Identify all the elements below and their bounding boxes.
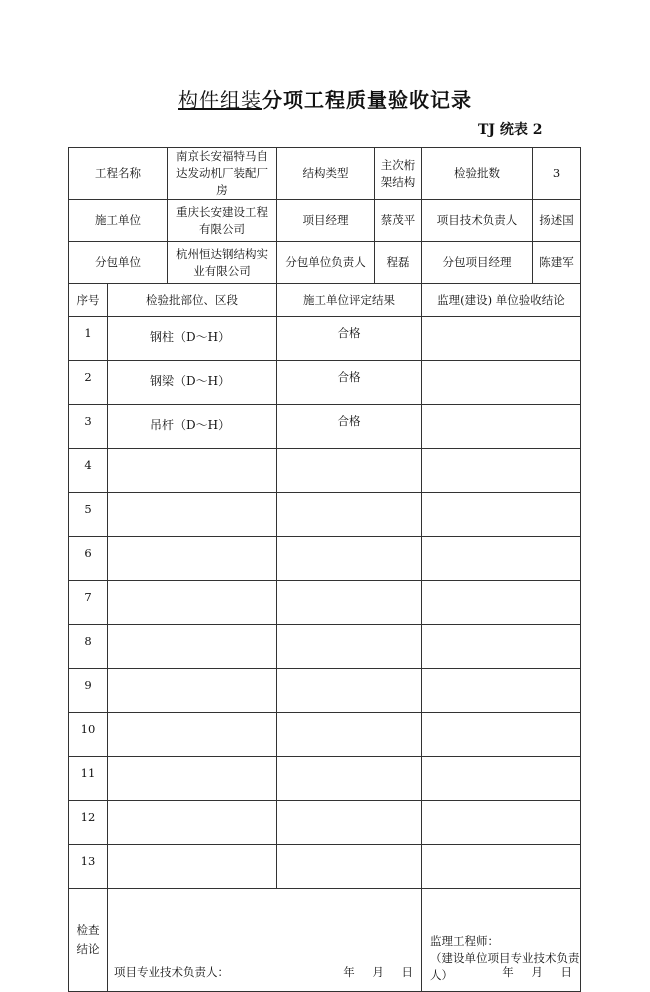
row-result: 合格 — [277, 361, 422, 405]
info-row-project — [69, 148, 581, 200]
subcontractor-value: 杭州恒达钢结构实业有限公司 — [168, 242, 277, 284]
project-manager-label: 项目经理 — [277, 200, 375, 242]
row-number: 2 — [69, 361, 108, 405]
row-part — [108, 537, 277, 581]
row-result — [277, 845, 422, 889]
project-name-label: 工程名称 — [69, 148, 168, 200]
tech-lead-label: 项目技术负责人 — [422, 200, 533, 242]
contractor-signoff-cell — [108, 889, 422, 992]
row-part: 吊杆（D～H） — [108, 405, 277, 449]
row-result: 合格 — [277, 405, 422, 449]
table-row — [69, 449, 581, 493]
title-subject: 构件组装 — [178, 88, 262, 112]
row-result — [277, 449, 422, 493]
row-supervisor-conclusion — [422, 713, 581, 757]
col-supervisor-conclusion: 监理(建设) 单位验收结论 — [422, 284, 581, 317]
row-part — [108, 449, 277, 493]
row-supervisor-conclusion — [422, 669, 581, 713]
row-supervisor-conclusion — [422, 361, 581, 405]
supervisor-engineer-label: 监理工程师： — [430, 934, 499, 948]
row-result — [277, 757, 422, 801]
owner-tech-label: （建设单位项目专业技术负责人） — [430, 951, 580, 982]
acceptance-record-table — [68, 147, 581, 992]
table-row — [69, 405, 581, 449]
conclusion-label — [69, 889, 108, 992]
row-number: 12 — [69, 801, 108, 845]
page-title — [0, 84, 650, 113]
row-part: 钢柱（D～H） — [108, 317, 277, 361]
row-part — [108, 493, 277, 537]
row-number: 3 — [69, 405, 108, 449]
row-number: 1 — [69, 317, 108, 361]
row-supervisor-conclusion — [422, 449, 581, 493]
supervisor-date: 年 月 日 — [502, 965, 572, 979]
table-row — [69, 713, 581, 757]
row-result — [277, 493, 422, 537]
row-number: 7 — [69, 581, 108, 625]
row-supervisor-conclusion — [422, 801, 581, 845]
row-part — [108, 581, 277, 625]
batch-count-label: 检验批数 — [422, 148, 533, 200]
row-part — [108, 713, 277, 757]
info-row-subcontractor — [69, 242, 581, 284]
col-part: 检验批部位、区段 — [108, 284, 277, 317]
conclusion-label-text: 检查结论 — [76, 923, 100, 956]
subcontractor-label: 分包单位 — [69, 242, 168, 284]
table-row — [69, 581, 581, 625]
row-number: 11 — [69, 757, 108, 801]
col-seq: 序号 — [69, 284, 108, 317]
contractor-date: 年 月 日 — [343, 965, 413, 979]
row-part: 钢梁（D～H） — [108, 361, 277, 405]
info-row-contractor — [69, 200, 581, 242]
sub-lead-label: 分包单位负责人 — [277, 242, 375, 284]
row-result — [277, 669, 422, 713]
sub-lead-value: 程磊 — [375, 242, 422, 284]
table-row — [69, 493, 581, 537]
row-supervisor-conclusion — [422, 317, 581, 361]
row-result: 合格 — [277, 317, 422, 361]
table-row — [69, 801, 581, 845]
sub-pm-value: 陈建军 — [533, 242, 581, 284]
contractor-value: 重庆长安建设工程有限公司 — [168, 200, 277, 242]
table-row — [69, 537, 581, 581]
table-row — [69, 757, 581, 801]
row-supervisor-conclusion — [422, 625, 581, 669]
row-part — [108, 757, 277, 801]
row-number: 4 — [69, 449, 108, 493]
sub-pm-label: 分包项目经理 — [422, 242, 533, 284]
title-rest: 分项工程质量验收记录 — [262, 88, 472, 112]
structure-type-value: 主次桁架结构 — [375, 148, 422, 200]
contractor-label: 施工单位 — [69, 200, 168, 242]
row-result — [277, 713, 422, 757]
col-contractor-result: 施工单位评定结果 — [277, 284, 422, 317]
row-supervisor-conclusion — [422, 581, 581, 625]
row-supervisor-conclusion — [422, 493, 581, 537]
row-supervisor-conclusion — [422, 405, 581, 449]
row-result — [277, 625, 422, 669]
table-row — [69, 625, 581, 669]
row-result — [277, 801, 422, 845]
table-row — [69, 669, 581, 713]
row-number: 5 — [69, 493, 108, 537]
row-result — [277, 581, 422, 625]
table-row — [69, 845, 581, 889]
row-number: 13 — [69, 845, 108, 889]
row-part — [108, 669, 277, 713]
row-supervisor-conclusion — [422, 845, 581, 889]
row-supervisor-conclusion — [422, 757, 581, 801]
table-row — [69, 361, 581, 405]
row-number: 6 — [69, 537, 108, 581]
row-part — [108, 625, 277, 669]
supervisor-signoff-cell — [422, 889, 581, 992]
row-part — [108, 801, 277, 845]
structure-type-label: 结构类型 — [277, 148, 375, 200]
tech-signature-label: 项目专业技术负责人： — [114, 965, 229, 979]
project-name-value: 南京长安福特马自达发动机厂装配厂房 — [168, 148, 277, 200]
batch-count-value: 3 — [533, 148, 581, 200]
tech-lead-value: 扬述国 — [533, 200, 581, 242]
row-result — [277, 537, 422, 581]
conclusion-row — [69, 889, 581, 992]
row-number: 8 — [69, 625, 108, 669]
row-number: 9 — [69, 669, 108, 713]
table-row — [69, 317, 581, 361]
row-part — [108, 845, 277, 889]
row-supervisor-conclusion — [422, 537, 581, 581]
row-number: 10 — [69, 713, 108, 757]
project-manager-value: 蔡茂平 — [375, 200, 422, 242]
column-header-row — [69, 284, 581, 317]
form-code: TJ 统表 2 — [478, 122, 543, 138]
